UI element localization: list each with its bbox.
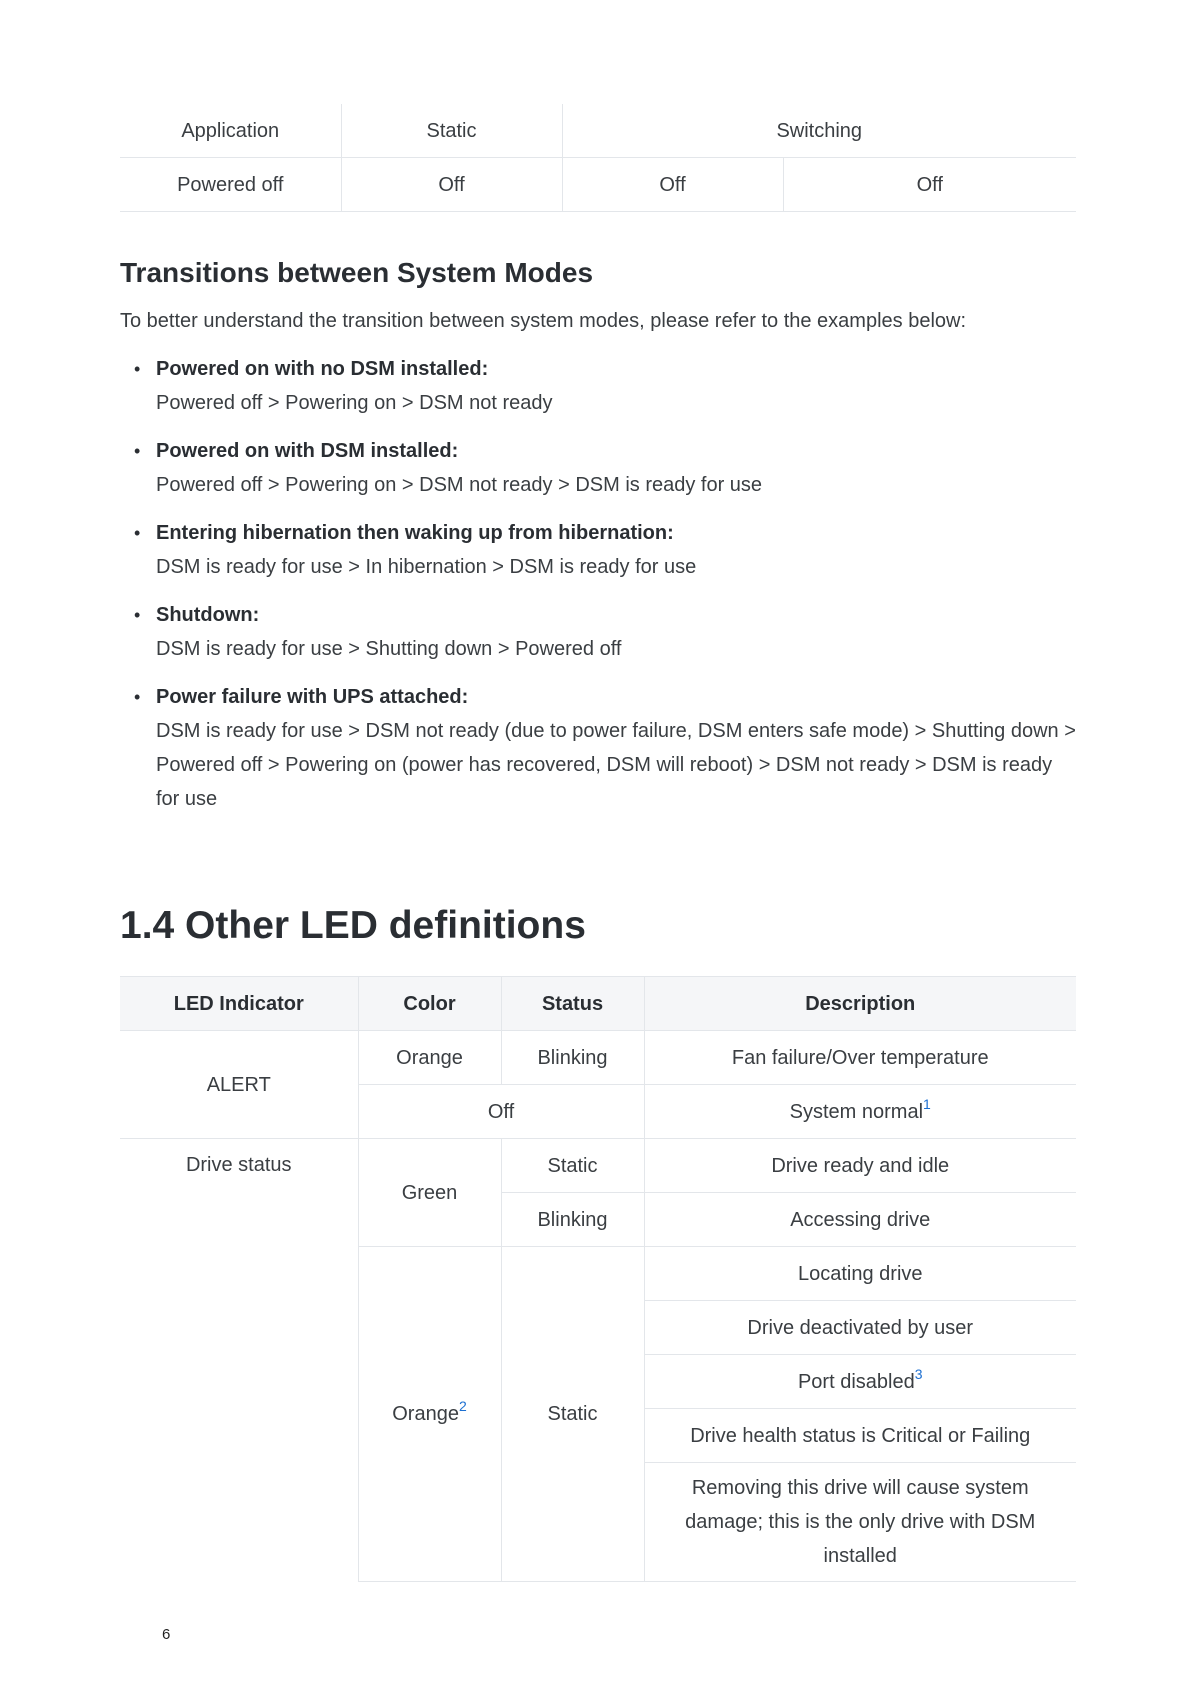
header-application: Application [120,104,341,158]
cell-orange-static: Static [501,1247,644,1582]
footnote-1: 1 [923,1095,931,1112]
table-row [120,158,1076,212]
cell-alert-status: Blinking [501,1031,644,1085]
transitions-intro: To better understand the transition between system modes, please refer to the examples below: [120,310,967,332]
cell-accessing-drive: Accessing drive [644,1193,1076,1247]
cell-alert-off: Off [358,1085,644,1139]
page-number: 6 [162,1626,171,1643]
list-item-sequence: Powered off > Powering on > DSM not ready [156,392,553,414]
cell-drive-status-indicator: Drive status [120,1139,358,1582]
led-definitions-table [120,976,1076,1582]
cell-drive-health: Drive health status is Critical or Failing [644,1409,1076,1463]
table-row [120,1031,1076,1085]
cell-drive-ready: Drive ready and idle [644,1139,1076,1193]
list-item-title: • Powered on with no DSM installed: [156,358,489,380]
header-static: Static [341,104,562,158]
cell-powered-off: Powered off [120,158,341,212]
transition-list [120,352,1076,830]
cell-alert-description: Fan failure/Over temperature [644,1031,1076,1085]
cell-switching-off-a: Off [562,158,783,212]
system-normal-text: System normal [789,1100,924,1123]
cell-switching-off-b: Off [783,158,1076,212]
list-item-sequence: DSM is ready for use > DSM not ready (due to power failure, DSM enters safe mode) > Shutting down > Powered off > Powering on (power has recovered, DSM will reboot) > DSM not ready > DSM is ready for use [156,720,1076,810]
orange-text: Orange [392,1403,459,1425]
cell-alert-indicator: ALERT [120,1031,358,1139]
cell-system-normal [644,1085,1076,1139]
port-disabled-text: Port disabled [797,1370,915,1393]
list-item [156,434,1076,502]
list-item [156,352,1076,420]
cell-locating-drive: Locating drive [644,1247,1076,1301]
cell-orange-color [358,1247,501,1582]
cell-port-disabled [644,1355,1076,1409]
cell-green-color: Green [358,1139,501,1247]
header-color: Color [358,977,501,1031]
page-content [120,104,1076,1567]
cell-removing-drive: Removing this drive will cause system damage; this is the only drive with DSM installed [644,1463,1076,1582]
cell-alert-color: Orange [358,1031,501,1085]
cell-static-off: Off [341,158,562,212]
list-item-title: • Entering hibernation then waking up from hibernation: [156,522,674,544]
header-switching: Switching [562,104,1076,158]
header-led-indicator: LED Indicator [120,977,358,1031]
list-item-title: • Power failure with UPS attached: [156,686,469,708]
cell-drive-deactivated: Drive deactivated by user [644,1301,1076,1355]
list-item-title: • Powered on with DSM installed: [156,440,459,462]
list-item [156,516,1076,584]
led-section-heading: 1.4 Other LED definitions [120,904,586,947]
list-item [156,598,1076,666]
transitions-heading: Transitions between System Modes [120,257,594,288]
header-status: Status [501,977,644,1031]
table-row [120,1139,1076,1193]
list-item-sequence: Powered off > Powering on > DSM not ready > DSM is ready for use [156,474,763,496]
list-item [156,680,1076,816]
system-mode-table [120,104,1076,212]
list-item-title: • Shutdown: [156,604,260,626]
footnote-3: 3 [914,1365,923,1382]
header-description: Description [644,977,1076,1031]
footnote-2: 2 [458,1398,467,1414]
table-header-row [120,104,1076,158]
list-item-sequence: DSM is ready for use > Shutting down > Powered off [156,638,622,660]
list-item-sequence: DSM is ready for use > In hibernation > DSM is ready for use [156,556,697,578]
cell-green-blinking: Blinking [501,1193,644,1247]
cell-green-static: Static [501,1139,644,1193]
table-header-row [120,977,1076,1031]
